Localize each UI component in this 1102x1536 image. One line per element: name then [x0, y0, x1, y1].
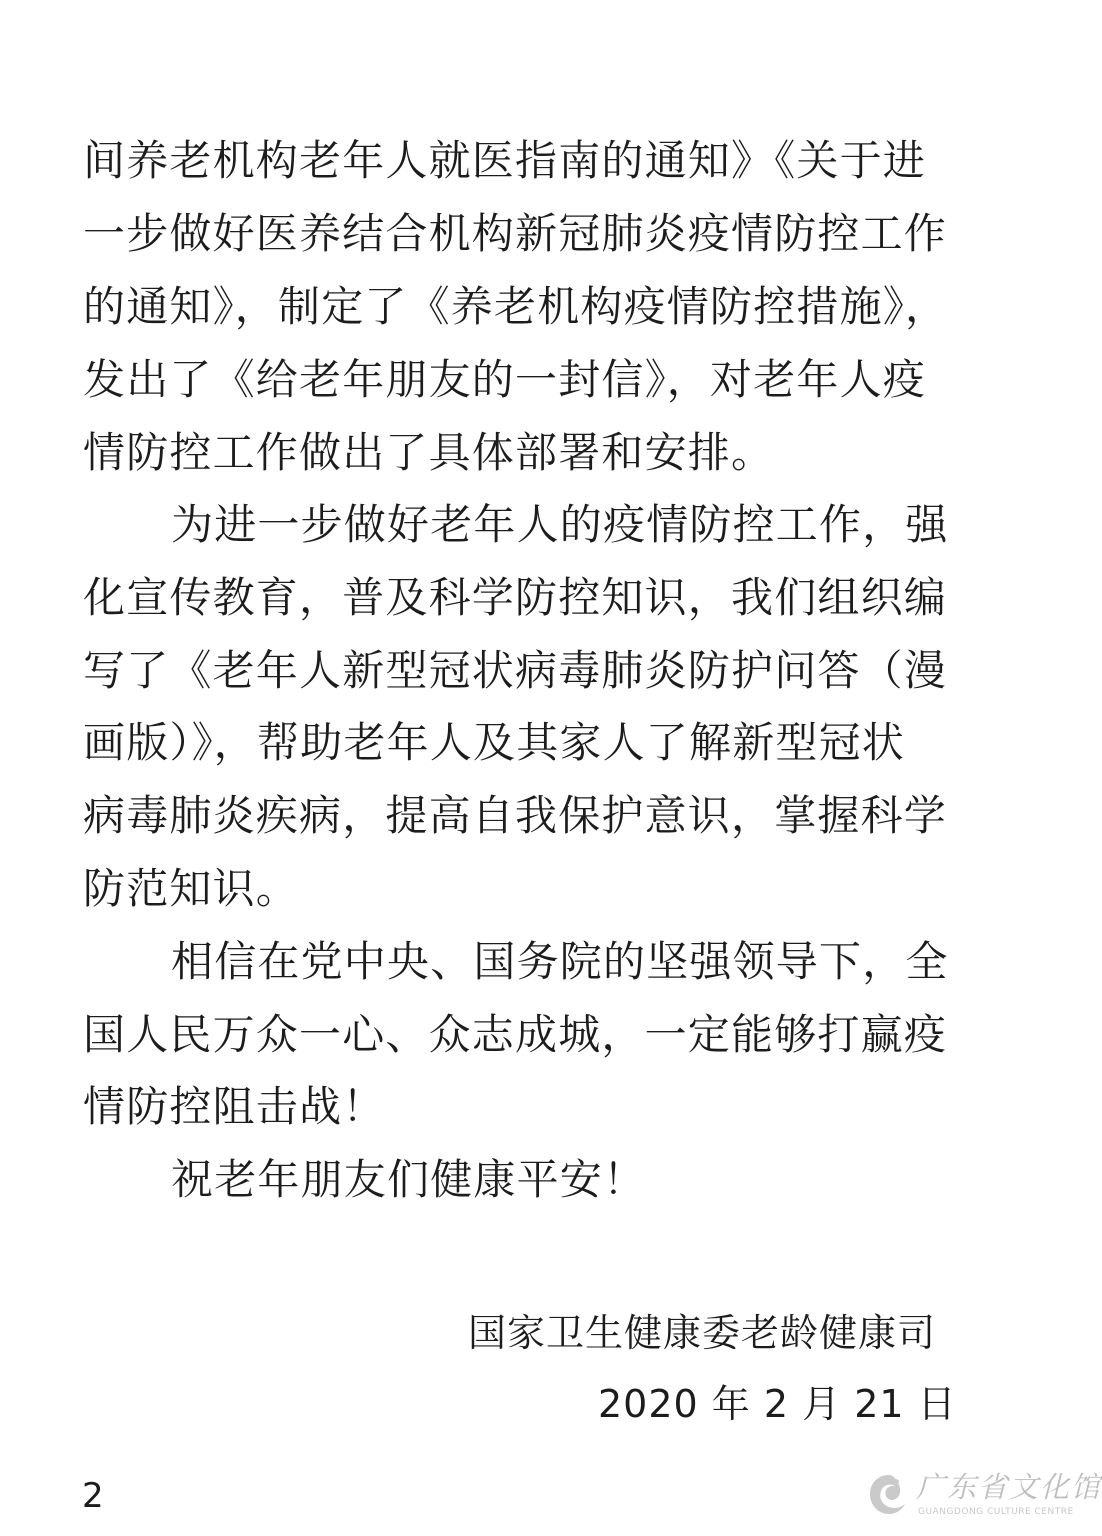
body-line: 发出了《给老年朋友的一封信》，对老年人疫: [83, 355, 927, 404]
body-line: 一步做好医养结合机构新冠肺炎疫情防控工作: [83, 209, 948, 258]
body-line: 病毒肺炎疾病，提高自我保护意识，掌握科学: [83, 791, 948, 840]
signature-org: 国家卫生健康委老龄健康司: [468, 1311, 937, 1355]
body-line: 化宣传教育，普及科学防控知识，我们组织编: [83, 573, 948, 622]
body-line: 为进一步做好老年人的疫情防控工作，强: [171, 500, 949, 549]
body-line: 写了《老年人新型冠状病毒肺炎防护问答（漫: [83, 646, 948, 695]
body-line: 情防控阻击战！: [83, 1082, 386, 1131]
body-line: 防范知识。: [83, 864, 300, 913]
body-line: 相信在党中央、国务院的坚强领导下，全: [171, 937, 949, 986]
body-line: 国人民万众一心、众志成城，一定能够打赢疫: [83, 1010, 948, 1059]
watermark-name-cn: 广东省文化馆: [916, 1470, 1102, 1504]
body-line: 祝老年朋友们健康平安！: [171, 1155, 647, 1204]
body-line: 的通知》，制定了《养老机构疫情防控措施》，: [83, 282, 949, 331]
body-line: 间养老机构老年人就医指南的通知》《关于进: [83, 136, 927, 185]
guangdong-culture-centre-logo-icon: [866, 1472, 912, 1518]
watermark-name-en: GUANGDONG CULTURE CENTRE: [918, 1507, 1074, 1517]
watermark: [866, 1468, 1102, 1528]
body-line: 情防控工作做出了具体部署和安排。: [83, 428, 775, 477]
body-line: 画版）》，帮助老年人及其家人了解新型冠状: [83, 718, 906, 767]
page-number: 2: [82, 1476, 104, 1516]
signature-date: 2020 年 2 月 21 日: [598, 1382, 957, 1426]
